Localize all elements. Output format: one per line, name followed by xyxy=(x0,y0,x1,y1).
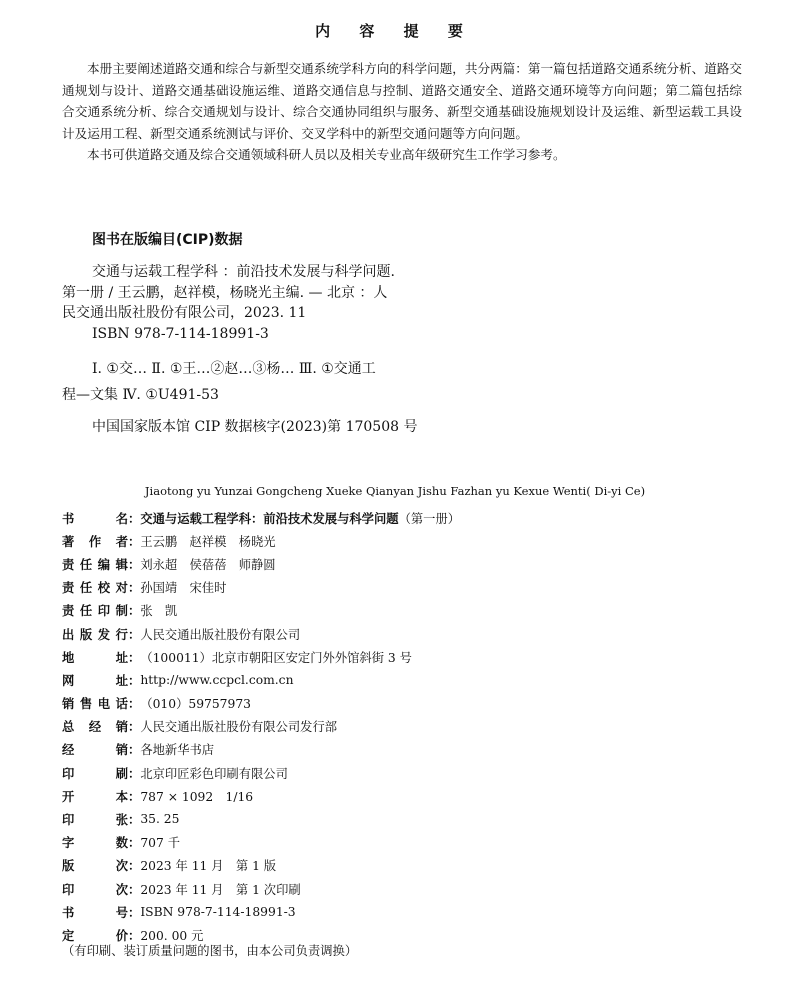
colophon-row xyxy=(62,900,460,923)
colophon-row xyxy=(62,645,460,668)
colophon-label: 印 刷 xyxy=(62,766,128,781)
colophon-colon: ： xyxy=(128,720,141,735)
colophon-row xyxy=(62,506,460,529)
colophon-value: 707 千 xyxy=(140,836,180,851)
cip-line: 民交通出版社股份有限公司，2023. 11 xyxy=(62,305,307,321)
pinyin-title: Jiaotong yu Yunzai Gongcheng Xueke Qianyan Jishu Fazhan yu Kexue Wenti( Di-yi Ce) xyxy=(144,484,646,498)
cip-title: 图书在版编目(CIP)数据 xyxy=(92,232,243,248)
colophon-colon: ： xyxy=(128,859,141,874)
colophon-value: 交通与运载工程学科：前沿技术发展与科学问题 xyxy=(140,511,399,526)
colophon-row xyxy=(62,576,460,599)
colophon-label: 字 数 xyxy=(62,836,128,851)
colophon-label: 地 址 xyxy=(62,650,128,665)
colophon-colon: ： xyxy=(128,604,141,619)
colophon-colon: ： xyxy=(128,627,141,642)
colophon-colon: ： xyxy=(128,743,141,758)
colophon-colon: ： xyxy=(128,836,141,851)
colophon-label: 书 号 xyxy=(62,905,128,920)
colophon-colon: ： xyxy=(128,673,141,688)
colophon-label: 销 售 电 话 xyxy=(62,697,128,712)
colophon-row xyxy=(62,668,460,691)
colophon-row xyxy=(62,529,460,552)
cip-note: 中国国家版本馆 CIP 数据核字(2023)第 170508 号 xyxy=(92,419,418,435)
colophon-label: 总 经 销 xyxy=(62,720,128,735)
page-heading: 内 容 提 要 xyxy=(315,22,475,40)
colophon-colon: ： xyxy=(128,905,141,920)
colophon-row xyxy=(62,761,460,784)
colophon-value: ISBN 978-7-114-18991-3 xyxy=(140,904,296,919)
colophon-label: 责 任 校 对 xyxy=(62,581,128,596)
colophon-value: 200. 00 元 xyxy=(140,928,204,943)
colophon-row xyxy=(62,715,460,738)
colophon-label: 责 任 编 辑 xyxy=(62,557,128,572)
colophon-value: 张 凯 xyxy=(140,604,178,619)
colophon-row xyxy=(62,854,460,877)
colophon-colon: ： xyxy=(128,789,141,804)
colophon-label: 书 名 xyxy=(62,511,128,526)
colophon-row xyxy=(62,807,460,830)
colophon-value: 各地新华书店 xyxy=(140,743,215,758)
cip-class-line: Ⅰ. ①交… Ⅱ. ①王…②赵…③杨… Ⅲ. ①交通工 xyxy=(92,361,376,377)
colophon-row xyxy=(62,692,460,715)
summary-paragraph: 本书可供道路交通及综合交通领域科研人员以及相关专业高年级研究生工作学习参考。 xyxy=(87,147,566,163)
colophon-colon: ： xyxy=(128,882,141,897)
colophon-label: 印 次 xyxy=(62,882,128,897)
colophon-value: （100011）北京市朝阳区安定门外外馆斜街 3 号 xyxy=(140,650,412,665)
cip-classification xyxy=(62,357,376,408)
colophon-colon: ： xyxy=(128,557,141,572)
colophon-list xyxy=(62,506,460,947)
colophon-label: 出 版 发 行 xyxy=(62,627,128,642)
colophon-value-suffix: （第一册） xyxy=(398,511,461,526)
summary-section xyxy=(62,58,742,166)
colophon-value: http://www.ccpcl.com.cn xyxy=(140,672,294,687)
colophon-value: 刘永超 侯蓓蓓 师静圆 xyxy=(140,557,276,572)
colophon-value: 王云鹏 赵祥模 杨晓光 xyxy=(140,534,276,549)
colophon-colon: ： xyxy=(128,581,141,596)
cip-record xyxy=(62,262,482,344)
colophon-colon: ： xyxy=(128,928,141,943)
colophon-label: 开 本 xyxy=(62,789,128,804)
colophon-colon: ： xyxy=(128,697,141,712)
colophon-row xyxy=(62,831,460,854)
colophon-colon: ： xyxy=(128,534,141,549)
colophon-value: 787 × 1092 1/16 xyxy=(140,789,254,804)
colophon-value: 人民交通出版社股份有限公司 xyxy=(140,627,301,642)
colophon-row xyxy=(62,784,460,807)
colophon-row xyxy=(62,877,460,900)
colophon-row xyxy=(62,599,460,622)
footnote: （有印刷、装订质量问题的图书，由本公司负责调换） xyxy=(62,944,358,958)
cip-class-line: 程—文集 Ⅳ. ①U491-53 xyxy=(62,386,219,403)
colophon-value: 北京印匠彩色印刷有限公司 xyxy=(140,766,288,781)
colophon-label: 网 址 xyxy=(62,673,128,688)
colophon-label: 版 次 xyxy=(62,859,128,874)
colophon-label: 经 销 xyxy=(62,743,128,758)
colophon-colon: ： xyxy=(128,766,141,781)
colophon-colon: ： xyxy=(128,813,141,828)
colophon-value: （010）59757973 xyxy=(140,697,251,712)
colophon-value: 孙国靖 宋佳时 xyxy=(140,581,227,596)
colophon-value: 35. 25 xyxy=(140,812,180,827)
colophon-value: 2023 年 11 月 第 1 版 xyxy=(140,859,277,874)
cip-line: 交通与运载工程学科 ：前沿技术发展与科学问题. xyxy=(92,264,395,280)
colophon-label: 定 价 xyxy=(62,928,128,943)
colophon-label: 著 作 者 xyxy=(62,534,128,549)
cip-line: ISBN 978-7-114-18991-3 xyxy=(92,325,269,342)
colophon-row xyxy=(62,622,460,645)
colophon-row xyxy=(62,552,460,575)
colophon-label: 责 任 印 制 xyxy=(62,604,128,619)
colophon-colon: ： xyxy=(128,650,141,665)
colophon-label: 印 张 xyxy=(62,813,128,828)
colophon-colon: ： xyxy=(128,511,141,526)
colophon-row xyxy=(62,738,460,761)
summary-paragraph: 本册主要阐述道路交通和综合与新型交通系统学科方向的科学问题，共分两篇：第一篇包括道路交通系统分析、道路交通规划与设计、道路交通基础设施运维、道路交通信息与控制、道路交通安全、道路交通环境等方向问题；第二篇包括综合交通系统分析、综合交通规划与设计、综合交通协同组织与服务、新型交通基础设施规划设计及运维、新型运载工具设计及运用工程、新型交通系统测试与评价、交叉学科中的新型交通问题等方向问题。 xyxy=(62,61,742,141)
colophon-value: 人民交通出版社股份有限公司发行部 xyxy=(140,720,338,735)
cip-line: 第一册 / 王云鹏，赵祥模，杨晓光主编. — 北京 ：人 xyxy=(62,284,388,301)
colophon-value: 2023 年 11 月 第 1 次印刷 xyxy=(140,882,301,897)
